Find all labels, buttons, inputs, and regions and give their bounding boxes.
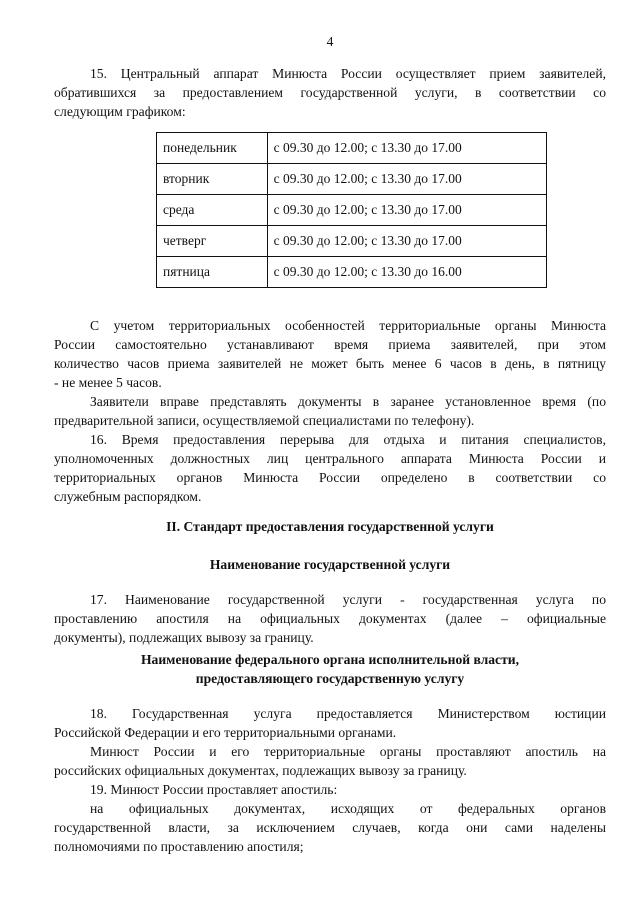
table-row <box>157 257 547 288</box>
subheading-service-name: Наименование государственной услуги <box>209 557 451 572</box>
schedule-day: вторник <box>157 164 268 195</box>
table-row <box>157 226 547 257</box>
schedule-time: с 09.30 до 12.00; с 13.30 до 17.00 <box>267 226 546 257</box>
schedule-table <box>156 132 547 288</box>
schedule-day: среда <box>157 195 268 226</box>
subheading-line: предоставляющего государственную услугу <box>195 671 465 686</box>
schedule-time: с 09.30 до 12.00; с 13.30 до 16.00 <box>267 257 546 288</box>
paragraph-line: служебным распорядком. <box>54 489 202 504</box>
paragraph-19-item <box>54 799 606 856</box>
paragraph-line: России самостоятельно устанавливают время приема заявителей, при этом <box>54 337 606 352</box>
table-row <box>157 195 547 226</box>
paragraph-applicants <box>54 392 606 430</box>
paragraph-line: территориальных органов Минюста России определено в соответствии со <box>54 470 606 485</box>
schedule-time: с 09.30 до 12.00; с 13.30 до 17.00 <box>267 164 546 195</box>
schedule-time: с 09.30 до 12.00; с 13.30 до 17.00 <box>267 133 546 164</box>
paragraph-minjust <box>54 742 606 780</box>
paragraph-line: Минюст России и его территориальные органы проставляют апостиль на <box>90 744 606 759</box>
schedule-day: четверг <box>157 226 268 257</box>
paragraph-line: С учетом территориальных особенностей территориальные органы Минюста <box>90 318 606 333</box>
paragraph-line: количество часов приема заявителей не может быть менее 6 часов в день, в пятницу <box>54 356 606 371</box>
paragraph-line: обратившихся за предоставлением государственной услуги, в соответствии со <box>54 85 606 100</box>
paragraph-15 <box>54 64 606 121</box>
paragraph-line: 16. Время предоставления перерыва для отдыха и питания специалистов, <box>90 432 606 447</box>
paragraph-18 <box>54 704 606 742</box>
paragraph-16 <box>54 430 606 506</box>
paragraph-line: - не менее 5 часов. <box>54 375 162 390</box>
paragraph-line: предварительной записи, осуществляемой специалистами по телефону). <box>54 413 475 428</box>
paragraph-line: 18. Государственная услуга предоставляется Министерством юстиции <box>90 706 606 721</box>
section-heading: II. Стандарт предоставления государственной услуги <box>166 519 494 534</box>
table-row <box>157 133 547 164</box>
paragraph-19 <box>54 780 606 799</box>
paragraph-line: Российской Федерации и его территориальными органами. <box>54 725 397 740</box>
table-row <box>157 164 547 195</box>
schedule-day: понедельник <box>157 133 268 164</box>
schedule-time: с 09.30 до 12.00; с 13.30 до 17.00 <box>267 195 546 226</box>
paragraph-line: документы), подлежащих вывозу за границу. <box>54 630 314 645</box>
paragraph-territorial <box>54 316 606 392</box>
subheading-line: Наименование федерального органа исполнительной власти, <box>140 652 520 667</box>
paragraph-line: на официальных документах, исходящих от федеральных органов <box>90 801 606 816</box>
paragraph-line: проставлению апостиля на официальных документах (далее – официальные <box>54 611 606 626</box>
paragraph-17 <box>54 590 606 647</box>
paragraph-line: государственной власти, за исключением случаев, когда они сами наделены <box>54 820 606 835</box>
paragraph-line: 15. Центральный аппарат Минюста России осуществляет прием заявителей, <box>90 66 606 81</box>
schedule-day: пятница <box>157 257 268 288</box>
paragraph-line: 19. Минюст России проставляет апостиль: <box>90 782 338 797</box>
paragraph-line: 17. Наименование государственной услуги - государственная услуга по <box>90 592 606 607</box>
paragraph-line: уполномоченных должностных лиц центрального аппарата Минюста России и <box>54 451 606 466</box>
paragraph-line: российских официальных документах, подлежащих вывозу за границу. <box>54 763 467 778</box>
paragraph-line: полномочиями по проставлению апостиля; <box>54 839 304 854</box>
page-number: 4 <box>326 34 334 49</box>
paragraph-line: следующим графиком: <box>54 104 186 119</box>
paragraph-line: Заявители вправе представлять документы в заранее установленное время (по <box>90 394 606 409</box>
subheading-federal-organ <box>54 650 606 688</box>
